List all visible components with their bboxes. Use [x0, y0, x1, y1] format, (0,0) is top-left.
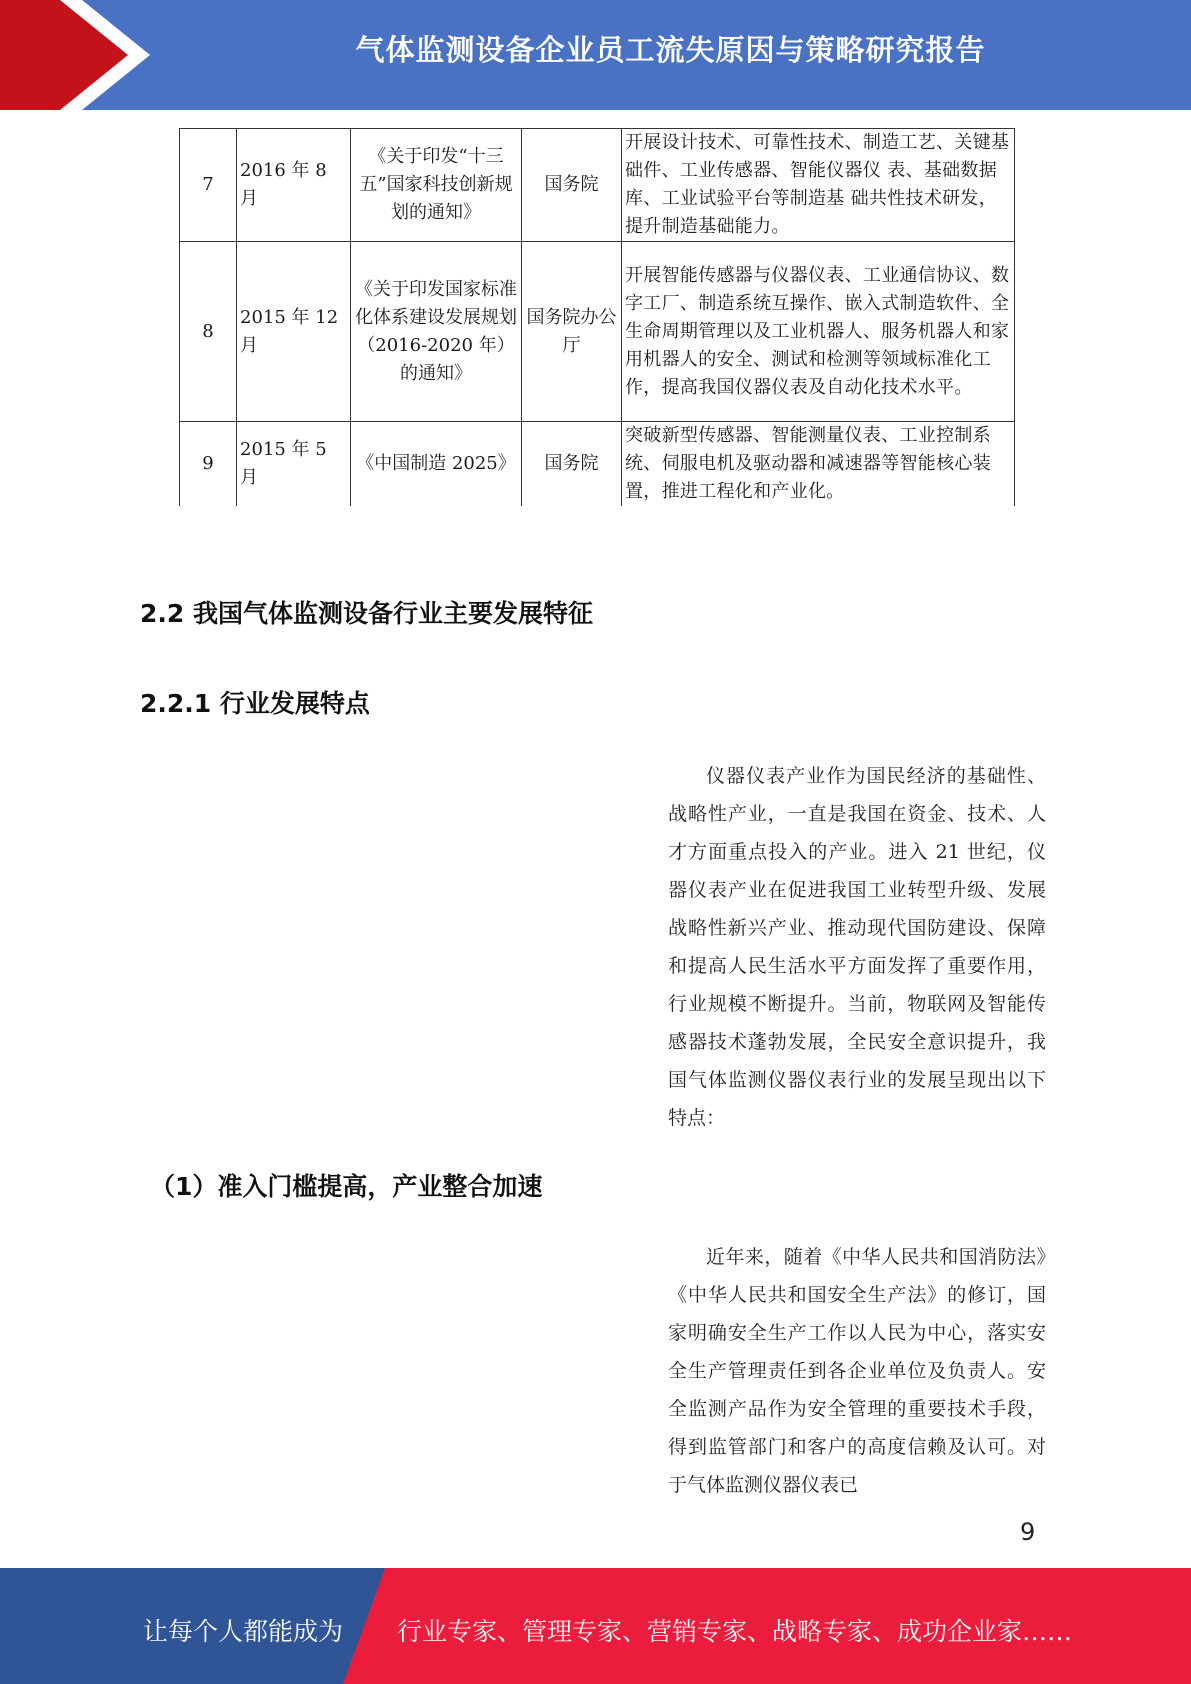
cell-date: 2015 年 5 月	[237, 422, 351, 507]
section-heading-2-2-1: 2.2.1 行业发展特点	[140, 689, 370, 718]
cell-document: 《关于印发国家标准化体系建设发展规划（2016-2020 年）的通知》	[351, 242, 522, 422]
cell-document: 《中国制造 2025》	[351, 422, 522, 507]
table-row	[180, 422, 1015, 507]
cell-date: 2015 年 12 月	[237, 242, 351, 422]
cell-number: 7	[180, 129, 237, 242]
cell-issuer: 国务院办公厅	[522, 242, 622, 422]
page-number: 9	[1020, 1518, 1036, 1546]
policy-table	[179, 128, 1015, 506]
cell-number: 8	[180, 242, 237, 422]
report-title: 气体监测设备企业员工流失原因与策略研究报告	[355, 33, 986, 67]
cell-date: 2016 年 8 月	[237, 129, 351, 242]
cell-content: 开展设计技术、可靠性技术、制造工艺、关键基础件、工业传感器、智能仪器仪 表、基础数据库、工业试验平台等制造基 础共性技术研发，提升制造基础能力。	[622, 129, 1015, 242]
table-row	[180, 129, 1015, 242]
table-row	[180, 242, 1015, 422]
paragraph-regulation: 近年来，随着《中华人民共和国消防法》《中华人民共和国安全生产法》的修订，国家明确安全生产工作以人民为中心，落实安全生产管理责任到各企业单位及负责人。安全监测产品作为安全管理的重要技术手段，得到监管部门和客户的高度信赖及认可。对于气体监测仪器仪表已	[668, 1246, 1046, 1496]
page-header	[0, 0, 1191, 110]
paragraph-industry-features: 仪器仪表产业作为国民经济的基础性、战略性产业，一直是我国在资金、技术、人才方面重点投入的产业。进入 21 世纪，仪器仪表产业在促进我国工业转型升级、发展战略性新兴产业、推动现代国防建设、保障和提高人民生活水平方面发挥了重要作用，行业规模不断提升。当前，物联网及智能传感器技术蓬勃发展，全民安全意识提升，我国气体监测仪器仪表行业的发展呈现出以下特点：	[668, 765, 1046, 1129]
subheading-entry-barrier: （1）准入门槛提高，产业整合加速	[150, 1172, 543, 1201]
section-heading-2-2: 2.2 我国气体监测设备行业主要发展特征	[140, 599, 593, 628]
cell-content: 开展智能传感器与仪器仪表、工业通信协议、数字工厂、制造系统互操作、嵌入式制造软件、全生命周期管理以及工业机器人、服务机器人和家用机器人的安全、测试和检测等领域标准化工作，提高我国仪器仪表及自动化技术水平。	[622, 242, 1015, 422]
footer-slogan-left: 让每个人都能成为	[143, 1617, 344, 1646]
cell-number: 9	[180, 422, 237, 507]
page-footer	[0, 1568, 1191, 1684]
cell-issuer: 国务院	[522, 129, 622, 242]
cell-content: 突破新型传感器、智能测量仪表、工业控制系统、伺服电机及驱动器和减速器等智能核心装置，推进工程化和产业化。	[622, 422, 1015, 507]
footer-slogan-right: 行业专家、管理专家、营销专家、战略专家、成功企业家……	[397, 1617, 1073, 1646]
cell-document: 《关于印发“十三五”国家科技创新规划的通知》	[351, 129, 522, 242]
cell-issuer: 国务院	[522, 422, 622, 507]
